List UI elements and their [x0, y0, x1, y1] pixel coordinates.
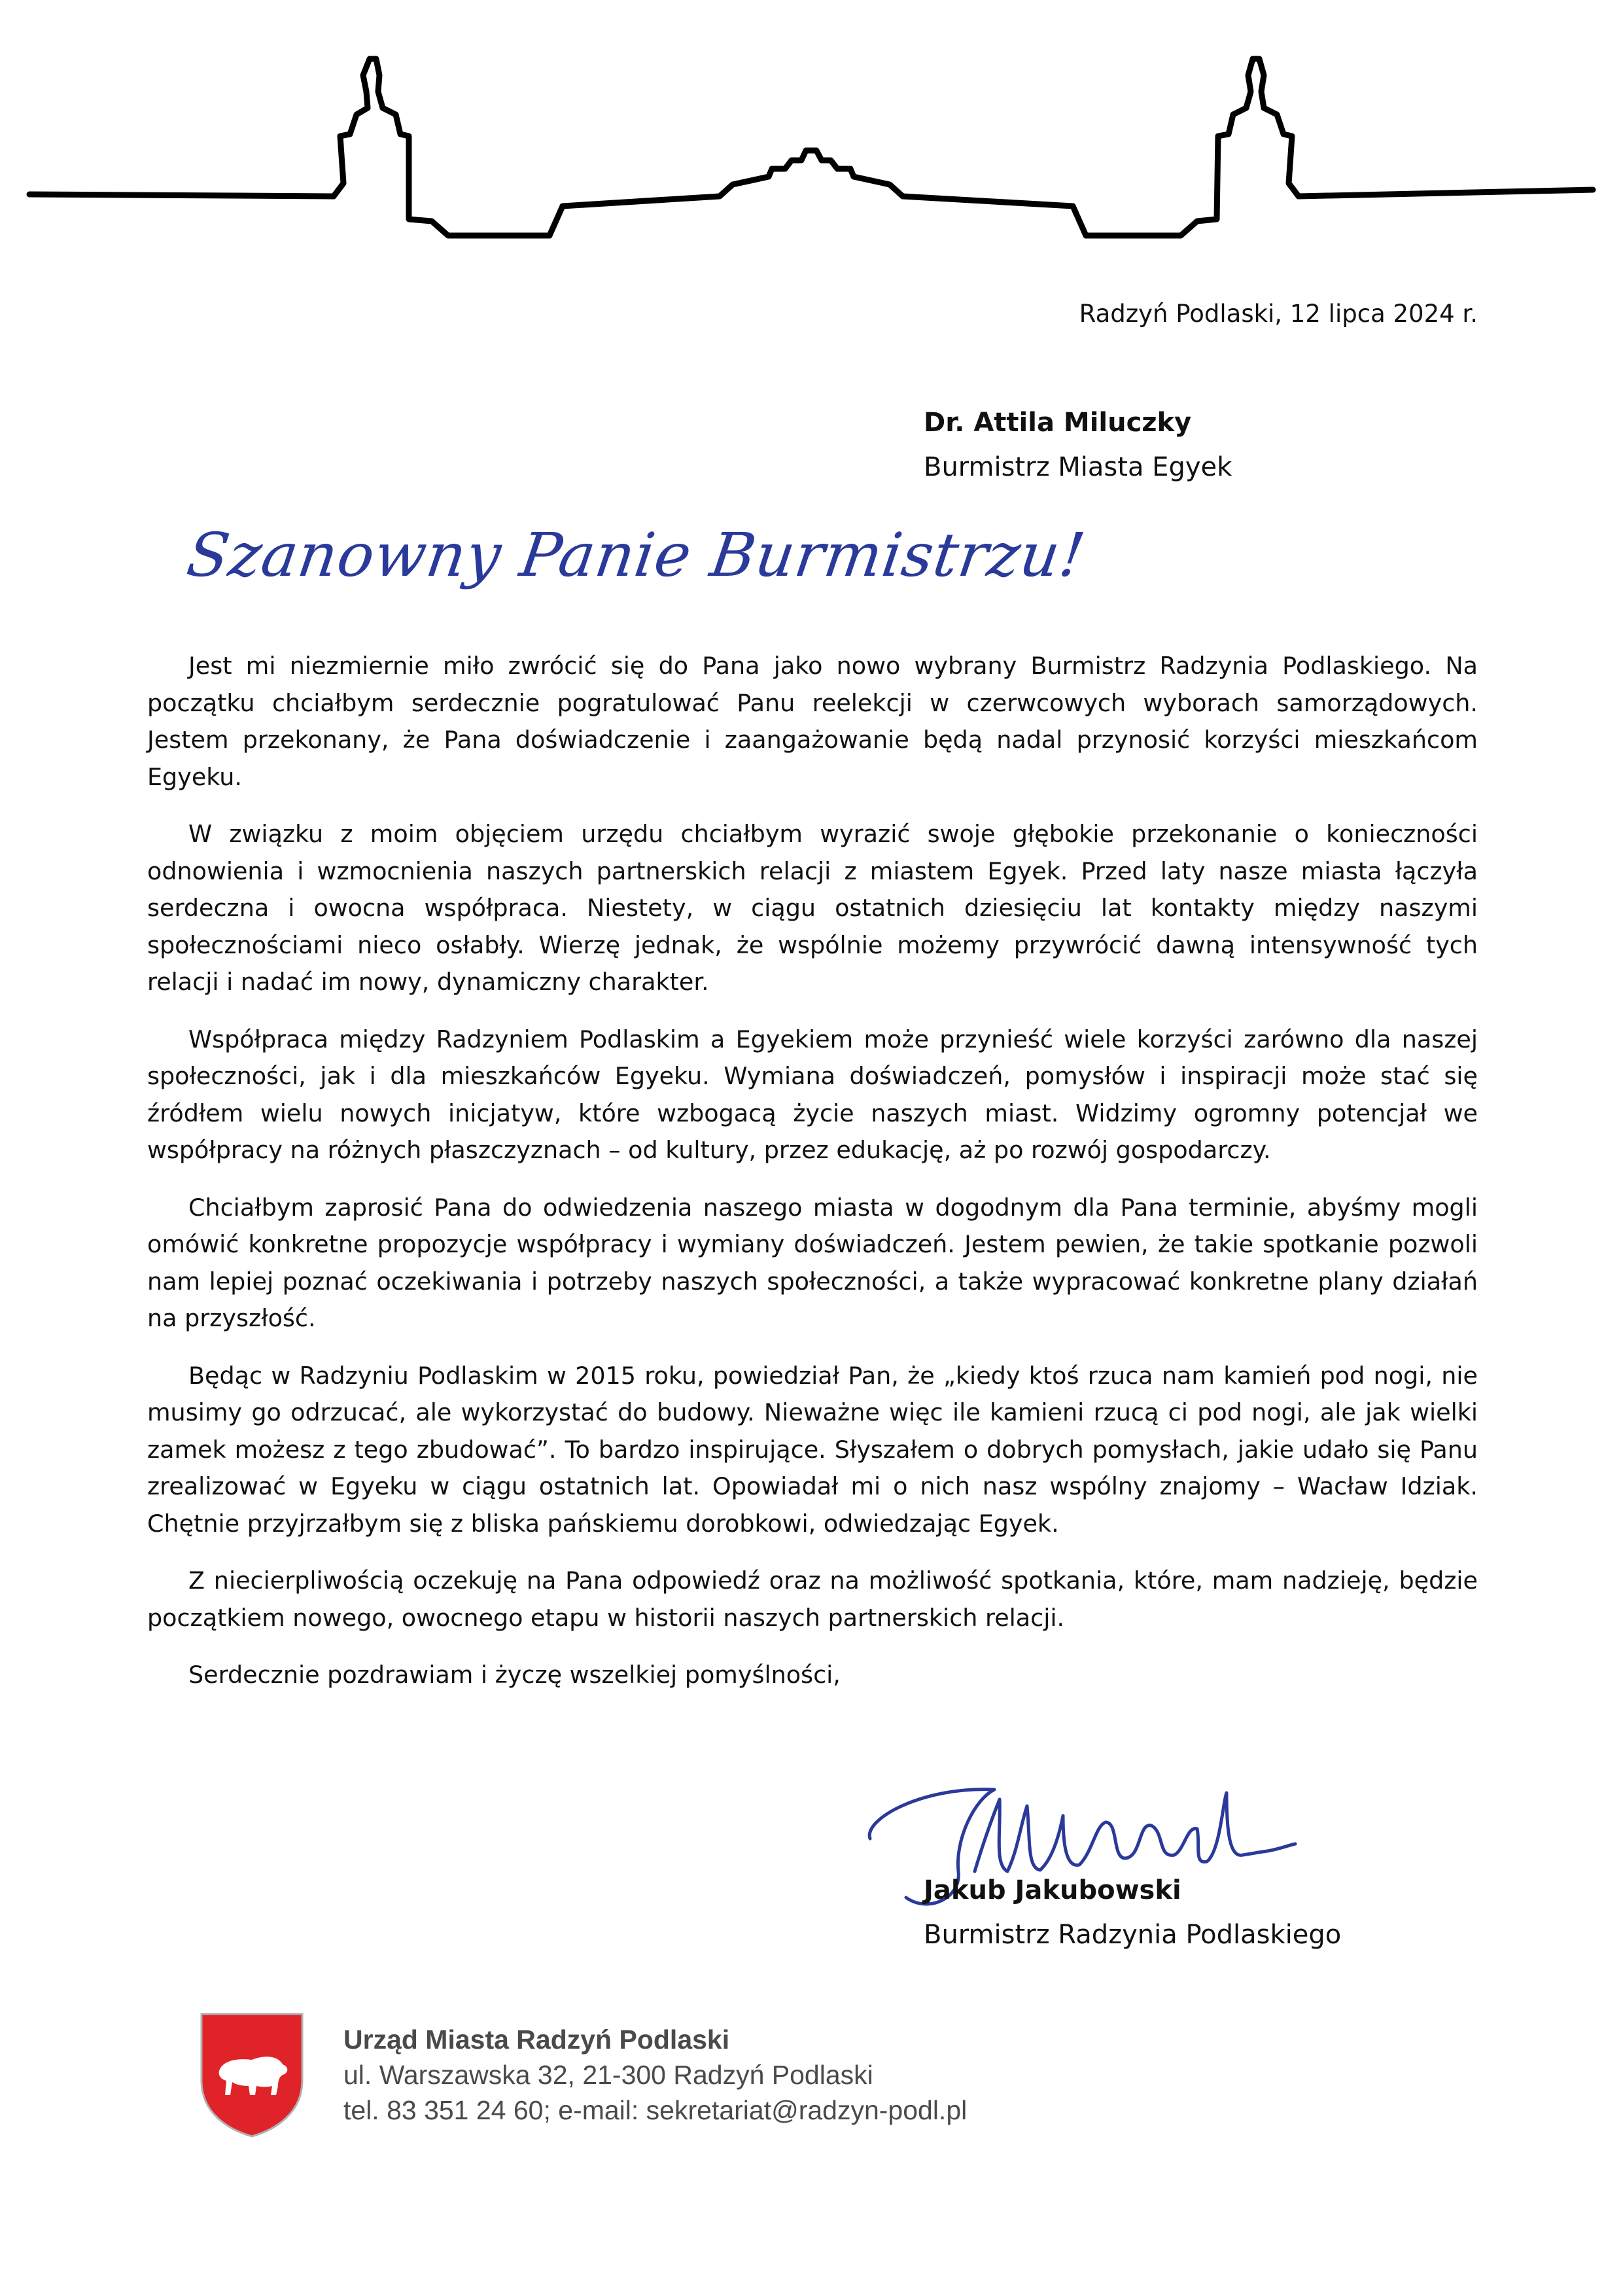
- paragraph: Chciałbym zaprosić Pana do odwiedzenia naszego miasta w dogodnym dla Pana terminie, abyśmy mogli omówić konkretne propozycje współpracy i wymiany doświadczeń. Jestem pewien, że takie spotkanie pozwoli nam lepiej poznać oczekiwania i potrzeby naszych społeczności, a także wypracować konkretne plany działań na przyszłość.: [147, 1193, 1478, 1332]
- footer-address: ul. Warszawska 32, 21-300 Radzyń Podlaski: [343, 2060, 873, 2090]
- signer-block: [924, 1868, 1341, 1957]
- footer-contact-line: tel. 83 351 24 60; e-mail: sekretariat@radzyn-podl.pl: [343, 2095, 968, 2125]
- skyline-logo: [0, 39, 1623, 255]
- recipient-name: Dr. Attila Miluczky: [924, 408, 1192, 438]
- paragraph: Jest mi niezmiernie miło zwrócić się do Pana jako nowo wybrany Burmistrz Radzynia Podlaskiego. Na początku chciałbym serdecznie pogratulować Panu reelekcji w czerwcowych wyborach samorządowych. Jestem przekonany, że Pana doświadczenie i zaangażowanie będą nadal przynosić korzyści mieszkańcom Egyeku.: [147, 652, 1478, 791]
- paragraph: Współpraca między Radzyniem Podlaskim a Egyekiem może przynieść wiele korzyści zarówno dla naszej społeczności, jak i dla mieszkańców Egyeku. Wymiana doświadczeń, pomysłów i inspiracji może stać się źródłem wielu nowych inicjatyw, które wzbogacą życie naszych miast. Widzimy ogromny potencjał we współpracy na różnych płaszczyznach – od kultury, przez edukację, aż po rozwój gospodarczy.: [147, 1025, 1478, 1164]
- skyline-outline: [29, 59, 1593, 236]
- coat-of-arms-bear-icon: [196, 2009, 307, 2140]
- footer-org-name: Urząd Miasta Radzyń Podlaski: [343, 2024, 730, 2055]
- signer-name: Jakub Jakubowski: [924, 1875, 1181, 1905]
- paragraph: W związku z moim objęciem urzędu chciałbym wyrazić swoje głębokie przekonanie o konieczności odnowienia i wzmocnienia naszych partnerskich relacji z miastem Egyek. Przed laty nasze miasta łączyła serdeczna i owocna współpraca. Niestety, w ciągu ostatnich dziesięciu lat kontakty między naszymi społecznościami nieco osłabły. Wierzę jednak, że wspólnie możemy przywrócić dawną intensywność tych relacji i nadać im nowy, dynamiczny charakter.: [147, 820, 1478, 996]
- recipient-block: [924, 400, 1232, 489]
- salutation-text: Szanowny Panie Burmistrzu!: [183, 520, 1090, 590]
- paragraph: Będąc w Radzyniu Podlaskim w 2015 roku, powiedział Pan, że „kiedy ktoś rzuca nam kamień pod nogi, nie musimy go odrzucać, ale wykorzystać do budowy. Nieważne więc ile kamieni rzucą ci pod nogi, ale jak wielki zamek możesz z tego zbudować”. To bardzo inspirujące. Słyszałem o dobrych pomysłach, jakie udało się Panu zrealizować w Egyeku w ciągu ostatnich lat. Opowiadał mi o nich nasz wspólny znajomy – Wacław Idziak. Chętnie przyjrzałbym się z bliska pańskiemu dorobkowi, odwiedzając Egyek.: [147, 1361, 1478, 1538]
- handwritten-salutation: [183, 504, 1090, 618]
- footer: [196, 2009, 1308, 2140]
- footer-contact: [343, 2022, 967, 2128]
- signer-title: Burmistrz Radzynia Podlaskiego: [924, 1920, 1342, 1950]
- closing-line: Serdecznie pozdrawiam i życzę wszelkiej pomyślności,: [188, 1661, 841, 1689]
- letter-date: Radzyń Podlaski, 12 lipca 2024 r.: [1079, 300, 1478, 328]
- letter-body: [147, 648, 1478, 1714]
- paragraph: Z niecierpliwością oczekuję na Pana odpowiedź oraz na możliwość spotkania, które, mam nadzieję, będzie początkiem nowego, owocnego etapu w historii naszych partnerskich relacji.: [147, 1566, 1478, 1632]
- recipient-title: Burmistrz Miasta Egyek: [924, 452, 1232, 482]
